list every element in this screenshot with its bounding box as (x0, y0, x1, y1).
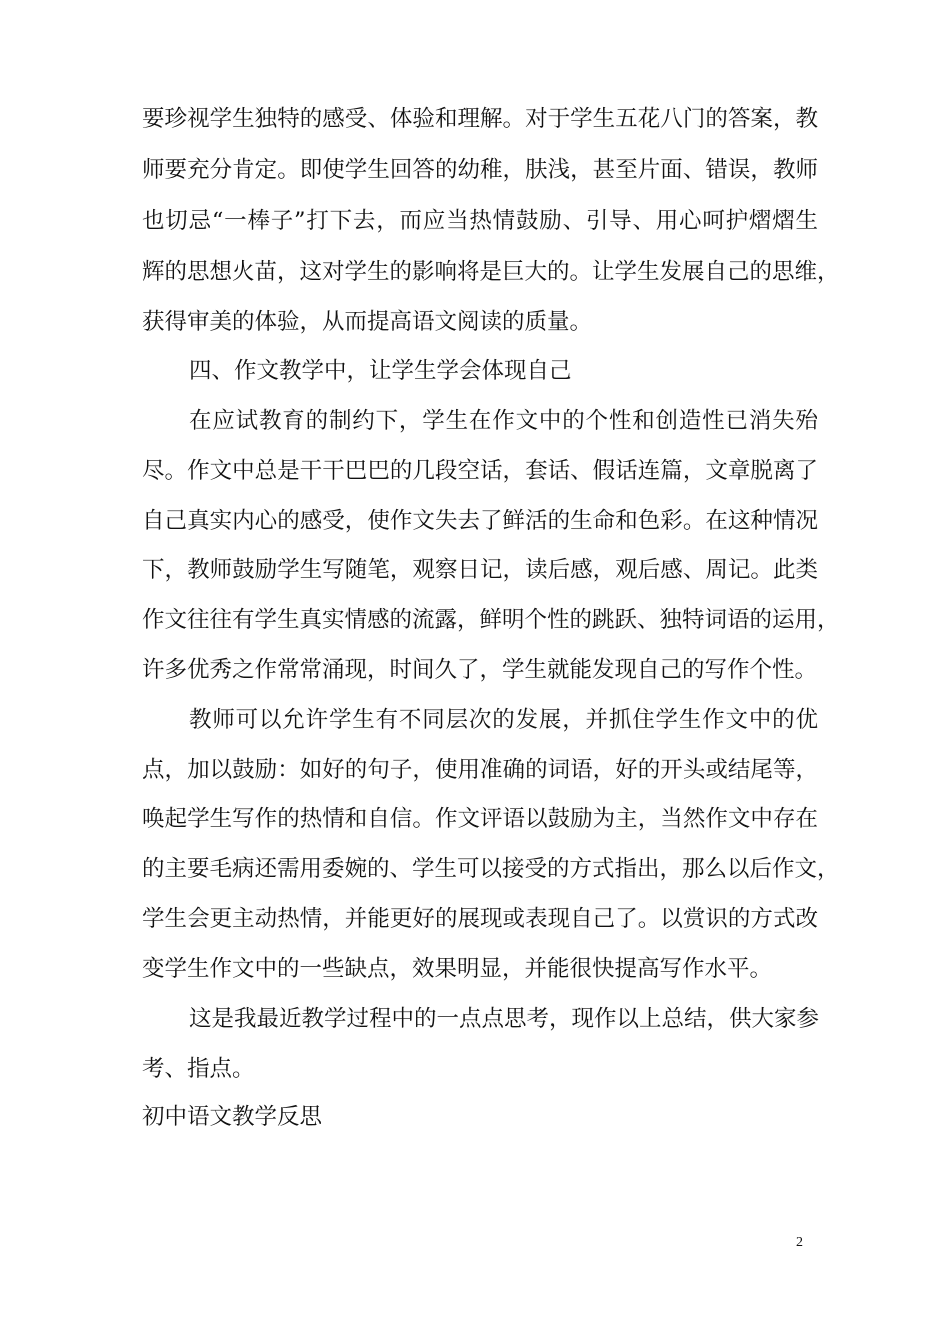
body-line: 在应试教育的制约下，学生在作文中的个性和创造性已消失殆 (189, 408, 818, 434)
body-line: 教师可以允许学生有不同层次的发展，并抓住学生作文中的优 (189, 707, 818, 733)
body-line: 点，加以鼓励：如好的句子，使用准确的词语，好的开头或结尾等， (142, 757, 818, 783)
page-number: 2 (796, 1235, 803, 1250)
body-line: 的主要毛病还需用委婉的、学生可以接受的方式指出，那么以后作文， (142, 856, 840, 882)
body-line: 变学生作文中的一些缺点，效果明显，并能很快提高写作水平。 (142, 956, 773, 982)
body-line: 这是我最近教学过程中的一点点思考，现作以上总结，供大家参 (189, 1006, 820, 1032)
body-line: 要珍视学生独特的感受、体验和理解。对于学生五花八门的答案，教 (142, 106, 818, 132)
section-heading: 四、作文教学中，让学生学会体现自己 (189, 358, 572, 384)
document-title-footer: 初中语文教学反思 (142, 1104, 323, 1130)
body-line: 自己真实内心的感受，使作文失去了鲜活的生命和色彩。在这种情况 (142, 508, 818, 534)
body-line: 辉的思想火苗，这对学生的影响将是巨大的。让学生发展自己的思维， (142, 259, 840, 285)
body-line: 学生会更主动热情，并能更好的展现或表现自己了。以赏识的方式改 (142, 906, 818, 932)
body-line: 也切忌“一棒子”打下去，而应当热情鼓励、引导、用心呵护熠熠生 (142, 208, 818, 234)
body-line: 许多优秀之作常常涌现，时间久了，学生就能发现自己的写作个性。 (142, 657, 818, 683)
body-line: 尽。作文中总是干干巴巴的几段空话，套话、假话连篇，文章脱离了 (142, 458, 818, 484)
body-line: 下，教师鼓励学生写随笔，观察日记，读后感，观后感、周记。此类 (142, 557, 818, 583)
body-line: 唤起学生写作的热情和自信。作文评语以鼓励为主，当然作文中存在 (142, 806, 818, 832)
body-line: 师要充分肯定。即使学生回答的幼稚，肤浅，甚至片面、错误，教师 (142, 157, 818, 183)
body-line: 考、指点。 (142, 1056, 255, 1082)
body-line: 作文往往有学生真实情感的流露，鲜明个性的跳跃、独特词语的运用， (142, 607, 840, 633)
body-line: 获得审美的体验，从而提高语文阅读的质量。 (142, 309, 593, 335)
